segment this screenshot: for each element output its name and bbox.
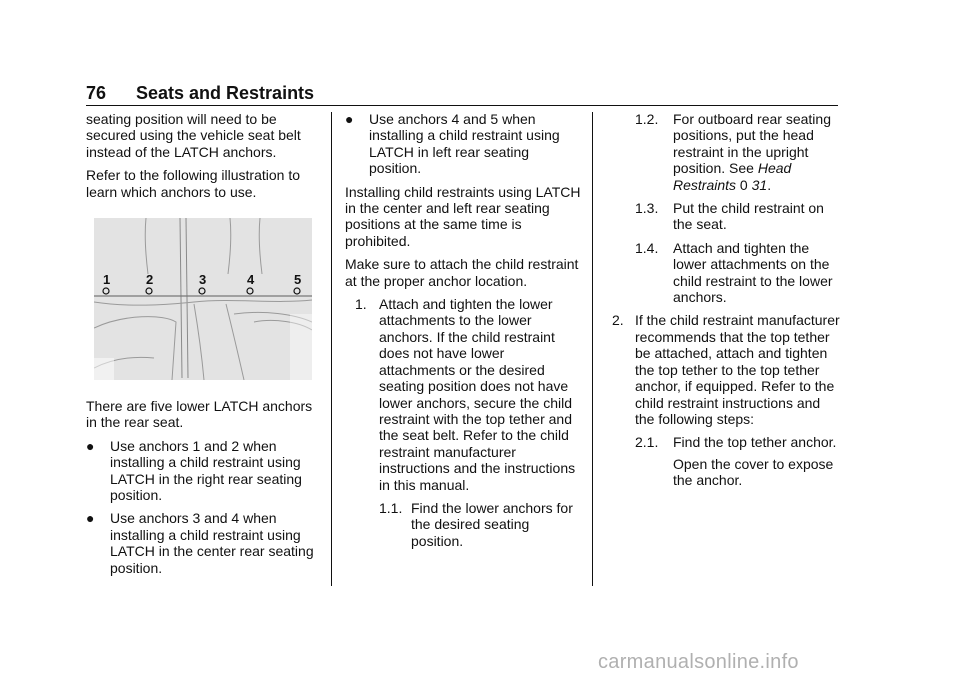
step-1-1: 1.1. Find the lower anchors for the desired seating position.: [379, 499, 573, 549]
anchor-label-2: 2: [146, 272, 154, 288]
step-1-3: 1.3. Put the child restraint on the seat.: [635, 200, 824, 233]
head-restraints-link[interactable]: Head Restraints: [673, 160, 792, 193]
bullet-item: ● Use anchors 4 and 5 when installing a child restraint using LATCH in left rear seating position.: [345, 111, 560, 177]
header-rule: [86, 105, 838, 106]
paragraph: Refer to the following illustration to learn which anchors to use.: [86, 167, 300, 200]
column-3: [607, 111, 843, 496]
page-ref[interactable]: 31: [751, 176, 768, 193]
bullet-icon: ●: [86, 510, 95, 527]
step-2-1: 2.1. Find the top tether anchor.: [635, 434, 837, 451]
bullet-item: ● Use anchors 1 and 2 when installing a child restraint using LATCH in the right rear seating position.: [86, 437, 302, 504]
page-number: 76: [86, 83, 107, 103]
step-2-1-note: Open the cover to expose the anchor.: [673, 455, 834, 489]
column-2: [345, 111, 581, 556]
section-title: Seats and Restraints: [136, 83, 315, 103]
anchor-label-4: 4: [247, 272, 255, 288]
latch-anchor-illustration: [94, 218, 312, 380]
bullet-item: ● Use anchors 3 and 4 when installing a child restraint using LATCH in the center rear seating position.: [86, 510, 314, 576]
watermark: carmanualsonline.info: [598, 651, 799, 673]
page-header: [86, 82, 838, 104]
column-divider: [592, 112, 593, 586]
column-divider: [331, 112, 332, 586]
paragraph: There are five lower LATCH anchors in the rear seat.: [86, 398, 313, 431]
page-ref-arrow-icon: 0: [739, 176, 748, 193]
paragraph: Installing child restraints using LATCH in the center and left rear seating positions at the same time is prohibited.: [345, 183, 581, 249]
paragraph: Make sure to attach the child restraint at the proper anchor location.: [345, 256, 579, 289]
column-1: [86, 111, 326, 583]
step-1: 1. Attach and tighten the lower attachments to the lower anchors. If the child restraint does not have lower attachments or the desired seating position does not have lower anchors, secure the child restraint with the top tether and the seat belt. Refer to the child restraint manufacturer instructions and the instructions in this manual.: [355, 296, 576, 493]
anchor-label-5: 5: [294, 272, 302, 288]
anchor-label-3: 3: [199, 272, 207, 288]
bullet-icon: ●: [345, 111, 354, 127]
anchor-label-1: 1: [103, 272, 111, 288]
step-1-2: 1.2. For outboard rear seating positions, put the head restraint in the upright position. See Head Restraints 0 31.: [635, 111, 831, 193]
step-2: 2. If the child restraint manufacturer recommends that the top tether be attached, attach and tighten the top tether to the top tether anchor, if equipped. Refer to the child restraint instructions and the following steps:: [612, 312, 840, 427]
step-1-4: 1.4. Attach and tighten the lower attachments on the child restraint to the lower anchors.: [635, 239, 833, 306]
bullet-icon: ●: [86, 437, 95, 454]
paragraph: seating position will need to be secured using the vehicle seat belt instead of the LATCH anchors.: [86, 111, 301, 160]
